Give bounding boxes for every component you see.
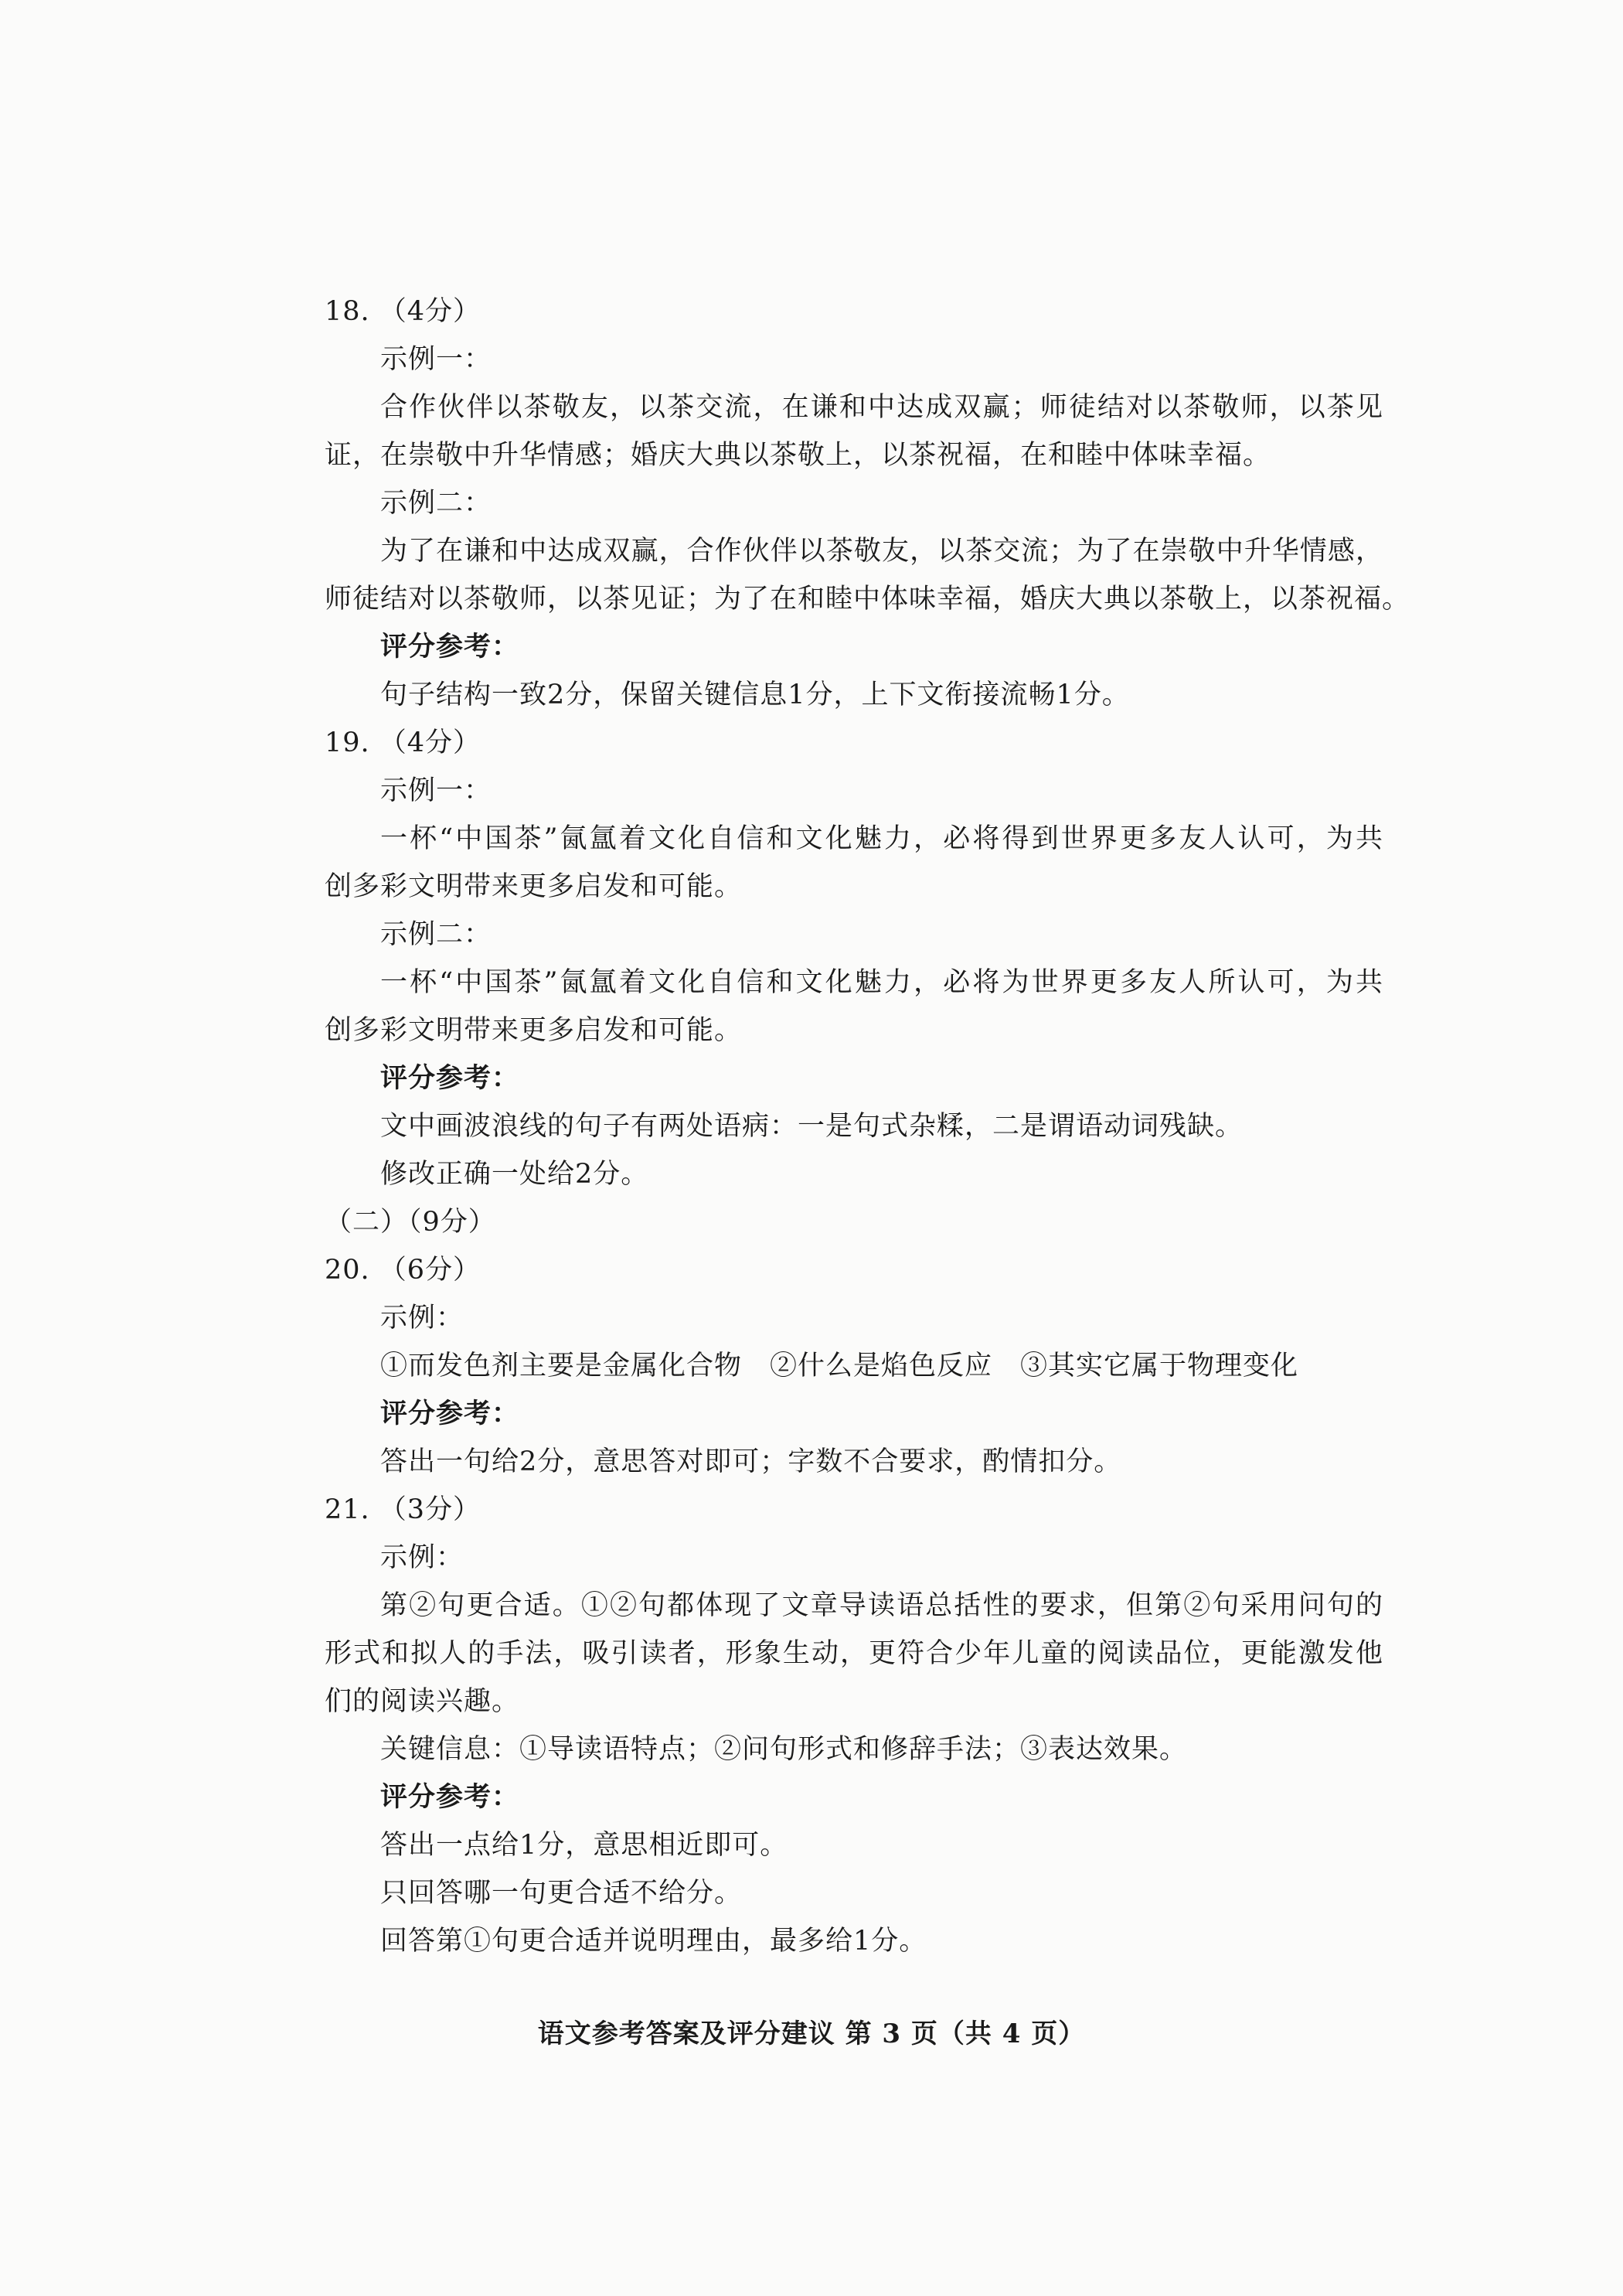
q19-example1-line2: 创多彩文明带来更多启发和可能。 — [325, 871, 743, 902]
q19-score-label: 评分参考： — [380, 1062, 520, 1094]
section-2-header: （二）（9分） — [325, 1207, 496, 1238]
q21-example-line2: 形式和拟人的手法，吸引读者，形象生动，更符合少年儿童的阅读品位，更能激发他 — [325, 1638, 1383, 1669]
q21-score-line3: 回答第①句更合适并说明理由，最多给1分。 — [380, 1926, 927, 1957]
q19-example2-line1: 一杯“中国茶”氤氲着文化自信和文化魅力，必将为世界更多友人所认可，为共 — [380, 967, 1383, 998]
q18-example1-line1: 合作伙伴以茶敬友，以茶交流，在谦和中达成双赢；师徒结对以茶敬师，以茶见 — [380, 392, 1383, 423]
q20-example-label: 示例： — [380, 1303, 464, 1334]
q19-example1-line1: 一杯“中国茶”氤氲着文化自信和文化魅力，必将得到世界更多友人认可，为共 — [380, 823, 1383, 854]
q21-example-label: 示例： — [380, 1542, 464, 1573]
q18-score-label: 评分参考： — [380, 631, 520, 663]
q20-score-label: 评分参考： — [380, 1398, 520, 1429]
q21-score-line1: 答出一点给1分，意思相近即可。 — [380, 1830, 788, 1861]
q21-example-line1: 第②句更合适。①②句都体现了文章导读语总括性的要求，但第②句采用问句的 — [380, 1590, 1383, 1621]
q18-example2-label: 示例二： — [380, 488, 492, 519]
q18-example1-label: 示例一： — [380, 344, 492, 375]
q18-example2-line1: 为了在谦和中达成双赢，合作伙伴以茶敬友，以茶交流；为了在崇敬中升华情感， — [380, 536, 1383, 567]
q18-example1-line2: 证，在崇敬中升华情感；婚庆大典以茶敬上，以茶祝福，在和睦中体味幸福。 — [325, 440, 1271, 471]
q21-example-line3: 们的阅读兴趣。 — [325, 1686, 520, 1717]
page-content — [325, 288, 1410, 1965]
q19-header: 19. （4分） — [325, 727, 481, 758]
q19-score-line1: 文中画波浪线的句子有两处语病：一是句式杂糅，二是谓语动词残缺。 — [380, 1111, 1244, 1142]
q18-score-text: 句子结构一致2分，保留关键信息1分，上下文衔接流畅1分。 — [380, 680, 1130, 710]
q21-score-label: 评分参考： — [380, 1781, 520, 1813]
q19-score-line2: 修改正确一处给2分。 — [380, 1159, 649, 1190]
page-footer: 语文参考答案及评分建议 第 3 页（共 4 页） — [537, 2018, 1086, 2049]
q18-example2-line2: 师徒结对以茶敬师，以茶见证；为了在和睦中体味幸福，婚庆大典以茶敬上，以茶祝福。 — [325, 584, 1410, 615]
q20-header: 20. （6分） — [325, 1255, 481, 1286]
q20-example-text: ①而发色剂主要是金属化合物 ②什么是焰色反应 ③其实它属于物理变化 — [380, 1351, 1299, 1381]
q21-key-info: 关键信息：①导读语特点；②问句形式和修辞手法；③表达效果。 — [380, 1734, 1188, 1765]
q21-header: 21. （3分） — [325, 1494, 481, 1525]
q19-example2-line2: 创多彩文明带来更多启发和可能。 — [325, 1015, 743, 1046]
q19-example2-label: 示例二： — [380, 919, 492, 950]
q20-score-text: 答出一句给2分，意思答对即可；字数不合要求，酌情扣分。 — [380, 1446, 1122, 1477]
q18-header: 18. （4分） — [325, 296, 481, 327]
q21-score-line2: 只回答哪一句更合适不给分。 — [380, 1878, 743, 1909]
q19-example1-label: 示例一： — [380, 775, 492, 806]
